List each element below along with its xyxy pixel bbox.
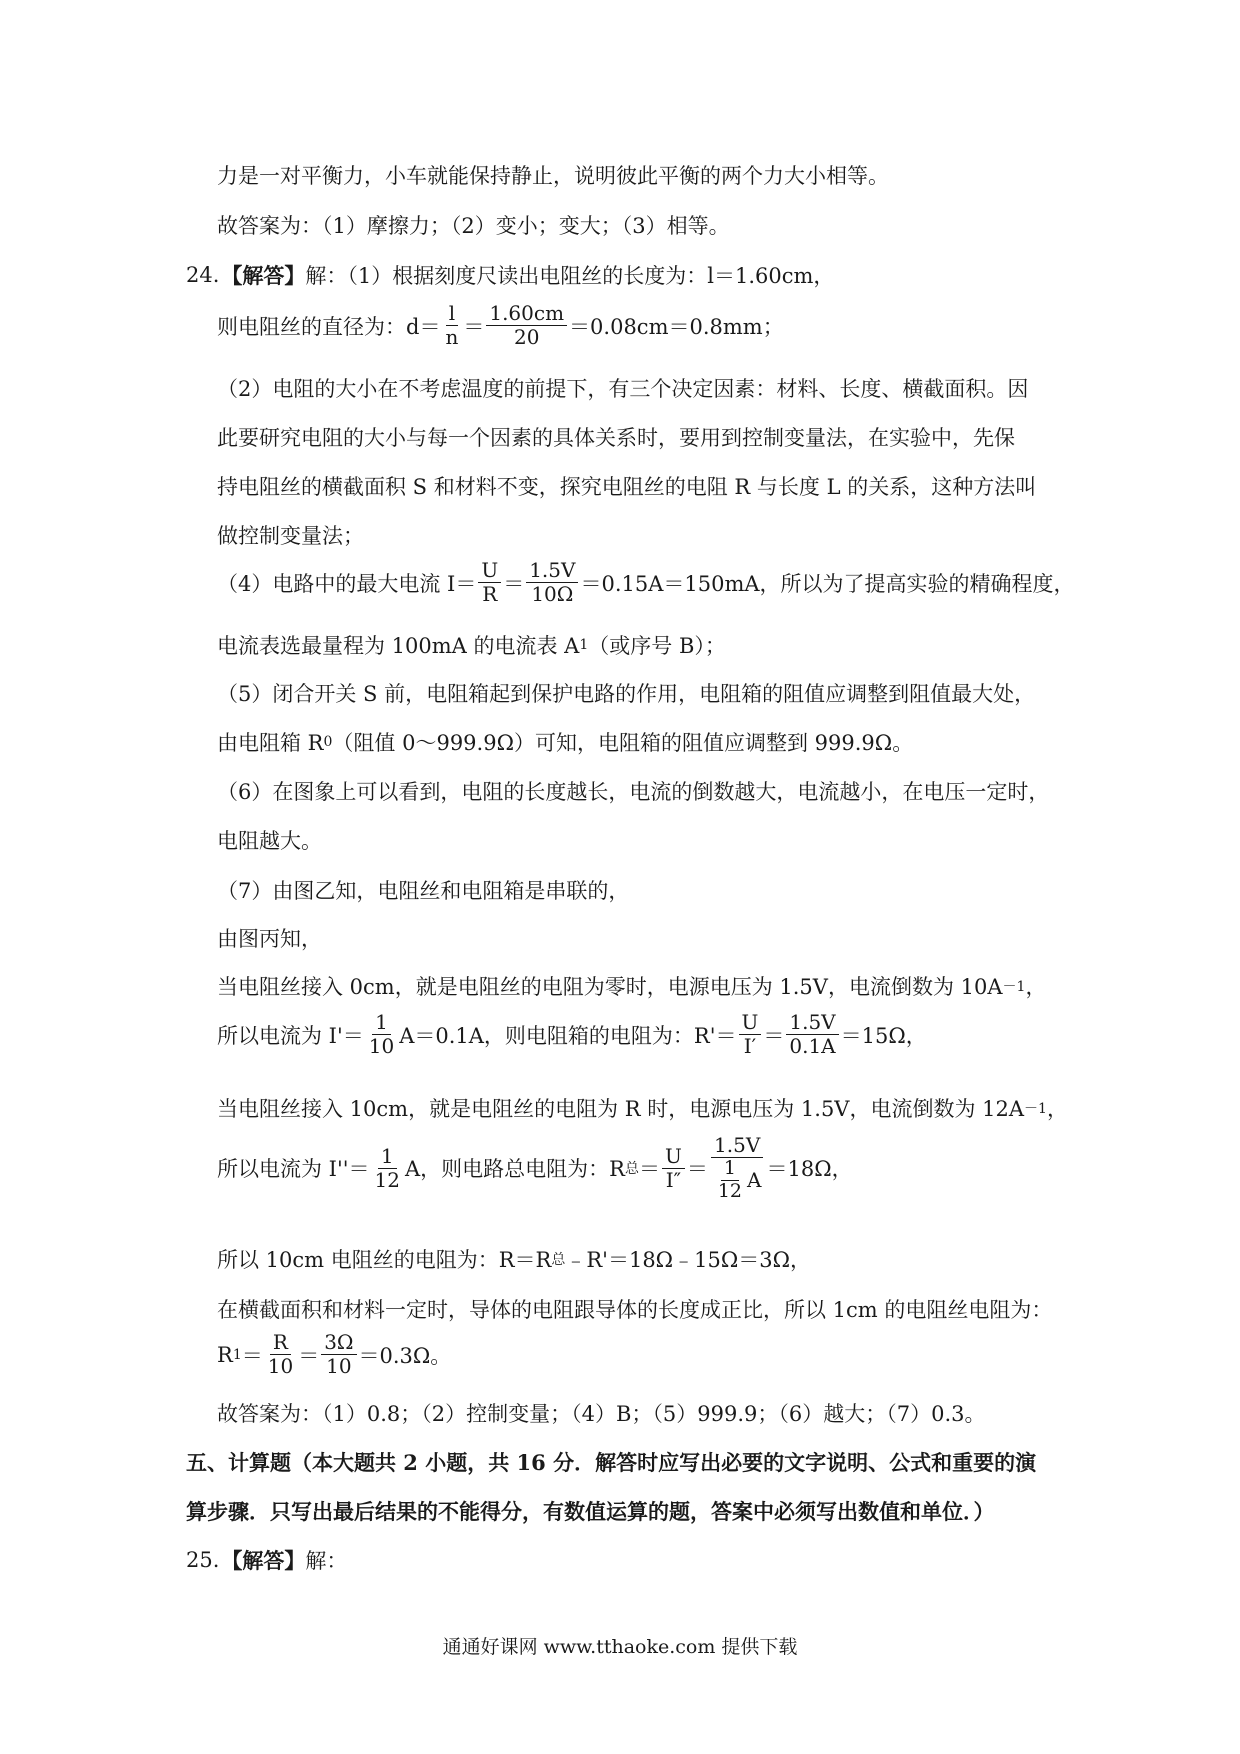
total-resistance-formula: 所以电流为 I''＝ $\frac{1}{12}$ A，则电路总电阻为：R 总 ＝ $\frac{U}{I''}$ ＝ 1.5V $\frac{1}{12}$ A ＝18Ω， — [217, 1133, 853, 1202]
diameter-formula: 则电阻丝的直径为：d＝ $\frac{l}{n}$ ＝ $\frac{1.60cm}{20}$ ＝0.08cm＝0.8mm； — [217, 301, 784, 349]
question-25-heading: 25. 【解答】 解： — [186, 1545, 347, 1575]
text-line: 由电阻箱 R 0 （阻值 0～999.9Ω）可知，电阻箱的阻值应调整到 999.9Ω。 — [217, 731, 914, 755]
text-line: 力是一对平衡力，小车就能保持静止，说明彼此平衡的两个力大小相等。 — [217, 164, 889, 188]
text-line: 做控制变量法； — [217, 524, 364, 548]
answer-line: 故答案为：（1）0.8；（2）控制变量；（4）B；（5）999.9；（6）越大；（7）0.3。 — [217, 1402, 986, 1426]
text-line: 当电阻丝接入 0cm，就是电阻丝的电阻为零时，电源电压为 1.5V，电流倒数为 10A －1 ， — [217, 975, 1047, 999]
fraction: $\frac{1.60cm}{20}$ — [486, 303, 567, 348]
answer-line: 故答案为：（1）摩擦力；（2）变小；变大；（3）相等。 — [217, 214, 730, 238]
fraction: $\frac{R}{10}$ — [267, 1330, 294, 1378]
fraction: $\frac{U}{R}$ — [478, 560, 501, 605]
section-five-heading: 五、计算题（本大题共 2 小题，共 16 分．解答时应写出必要的文字说明、公式和重要的演 — [186, 1450, 1037, 1475]
fraction: $\frac{1.5V}{0.1A}$ — [786, 1012, 838, 1057]
resistor-box-formula: 所以电流为 I'＝ $\frac{1}{10}$ A＝0.1A，则电阻箱的电阻为：R'＝ $\frac{U}{I'}$ ＝ $\frac{1.5V}{0.1A}$ ＝15Ω， — [217, 1010, 927, 1058]
fraction: $\frac{U}{I'}$ — [739, 1012, 762, 1057]
fraction: $\frac{U}{I''}$ — [662, 1146, 685, 1191]
text-line: （6）在图象上可以看到，电阻的长度越长，电流的倒数越大，电流越小，在电压一定时， — [217, 780, 1050, 804]
text-line: 在横截面积和材料一定时，导体的电阻跟导体的长度成正比，所以 1cm 的电阻丝电阻为： — [217, 1298, 1053, 1322]
text-line: 电流表选最量程为 100mA 的电流表 A 1 （或序号 B）； — [217, 634, 726, 658]
text-line: 此要研究电阻的大小与每一个因素的具体关系时，要用到控制变量法，在实验中，先保 — [217, 426, 1015, 450]
fraction: $\frac{1.5V}{10\Omega}$ — [526, 560, 578, 605]
text-line: 持电阻丝的横截面积 S 和材料不变，探究电阻丝的电阻 R 与长度 L 的关系，这种方法叫 — [217, 475, 1037, 499]
page-footer: 通通好课网 www.tthaoke.com 提供下载 — [442, 1636, 798, 1658]
current-formula: （4）电路中的最大电流 I＝ $\frac{U}{R}$ ＝ $\frac{1.5V}{10\Omega}$ ＝0.15A＝150mA，所以为了提高实验的精确程度， — [217, 558, 1075, 606]
text-line: （7）由图乙知，电阻丝和电阻箱是串联的， — [217, 879, 630, 903]
text-line: 当电阻丝接入 10cm，就是电阻丝的电阻为 R 时，电源电压为 1.5V，电流倒数为 12A －1 ， — [217, 1097, 1068, 1121]
fraction: $\frac{3\Omega}{10}$ — [321, 1332, 356, 1377]
question-number: 24. — [186, 263, 220, 287]
question-number: 25. — [186, 1548, 220, 1572]
answer-tag: 【解答】 — [221, 263, 306, 288]
text-line: 由图丙知， — [217, 927, 322, 951]
fraction: $\frac{l}{n}$ — [445, 301, 459, 349]
section-five-heading-cont: 算步骤．只写出最后结果的不能得分，有数值运算的题，答案中必须写出数值和单位．） — [186, 1499, 995, 1524]
unit-resistance-formula: R 1 ＝ $\frac{R}{10}$ ＝ $\frac{3\Omega}{10}$ ＝0.3Ω。 — [217, 1330, 452, 1378]
fraction: $\frac{1}{12}$ — [374, 1143, 400, 1192]
answer-tag: 【解答】 — [221, 1548, 306, 1573]
fraction: $\frac{1}{12}$ — [717, 1157, 743, 1202]
text-line: 电阻越大。 — [217, 829, 322, 853]
question-24-heading: 24. 【解答】 解：（1）根据刻度尺读出电阻丝的长度为：l＝1.60cm， — [186, 260, 834, 290]
text-line: （5）闭合开关 S 前，电阻箱起到保护电路的作用，电阻箱的阻值应调整到阻值最大处， — [217, 682, 1036, 706]
text-line: （2）电阻的大小在不考虑温度的前提下，有三个决定因素：材料、长度、横截面积。因 — [217, 377, 1029, 401]
text-line: 所以 10cm 电阻丝的电阻为：R＝R 总 ﹣R'＝18Ω﹣15Ω＝3Ω， — [217, 1248, 811, 1272]
complex-fraction: 1.5V $\frac{1}{12}$ A — [710, 1135, 765, 1202]
fraction: $\frac{1}{10}$ — [368, 1010, 395, 1058]
